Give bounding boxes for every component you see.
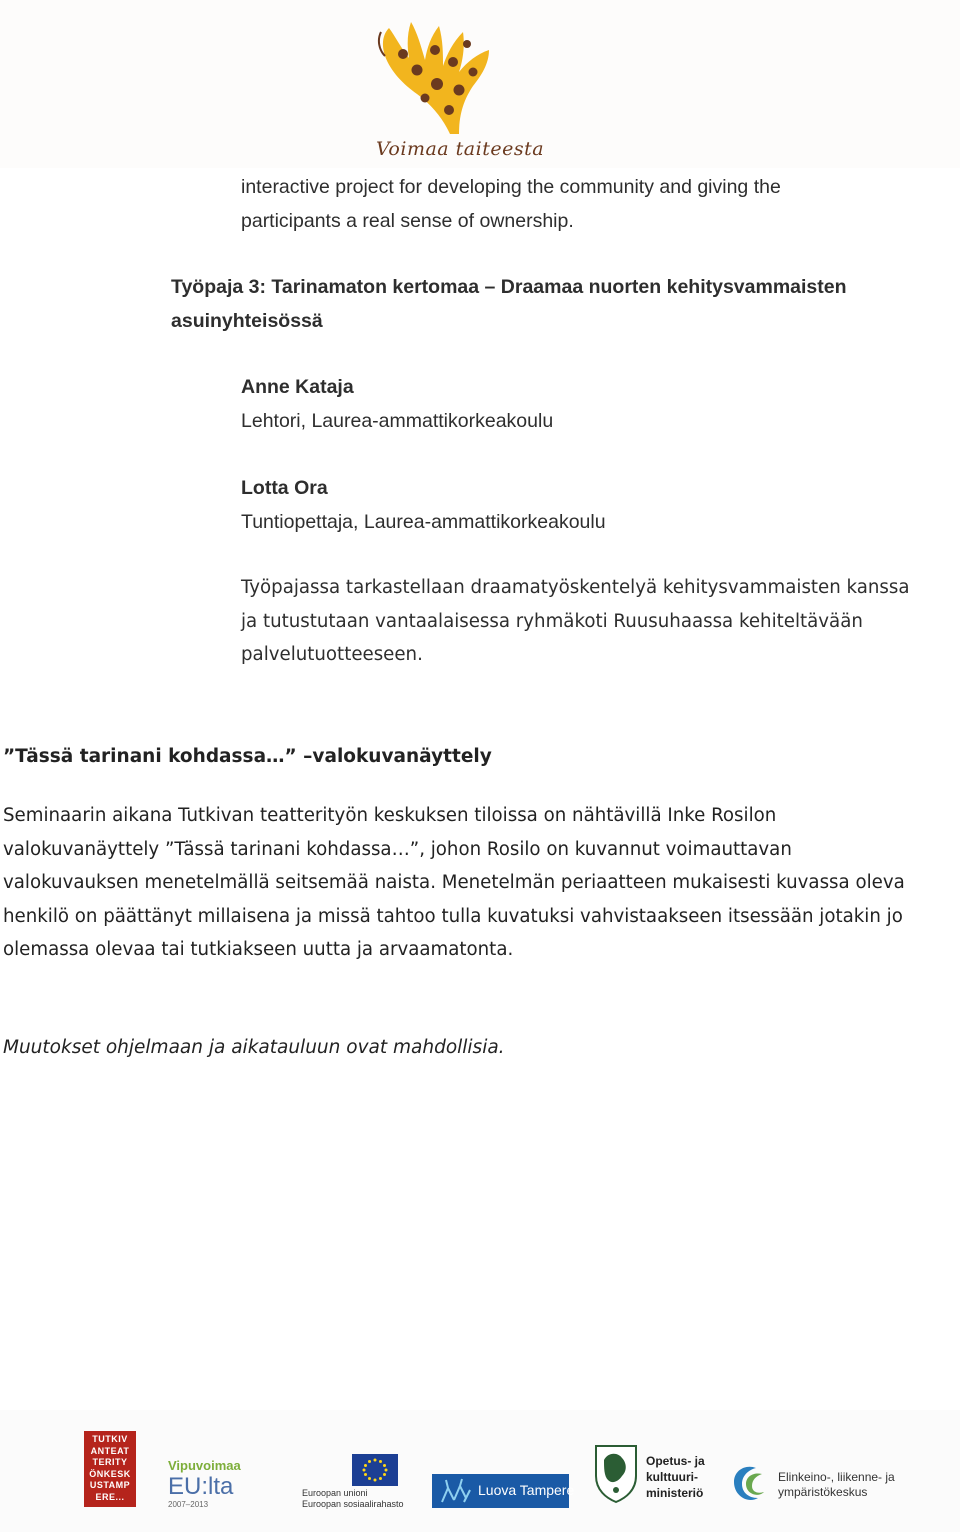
logo-text-line: TUTKIV xyxy=(92,1434,128,1444)
exhibition-title: ”Tässä tarinani kohdassa…” –valokuvanäyttely xyxy=(3,746,492,767)
exhibition-line: olemassa olevaa tai tutkiakseen uutta ja arvaamatonta. xyxy=(3,939,514,960)
workshop-title-line: asuinyhteisössä xyxy=(171,310,323,332)
ely-keskus-logo xyxy=(728,1460,898,1506)
logo-text: Voimaa taiteesta xyxy=(375,138,545,160)
description-line: palvelutuotteeseen. xyxy=(241,644,423,665)
hand-with-dots-logo-icon xyxy=(355,14,565,139)
logo-title: Luova Tampere xyxy=(478,1482,575,1498)
logo-text-line: Opetus- ja xyxy=(646,1454,705,1468)
logo-title: EU:lta xyxy=(168,1473,234,1500)
exhibition-line: valokuvanäyttely ”Tässä tarinani kohdassa…”, johon Rosilo on kuvannut voimauttavan xyxy=(3,838,792,860)
exhibition-description xyxy=(3,799,958,967)
workshop-description xyxy=(241,571,956,672)
intro-line: participants a real sense of ownership. xyxy=(241,210,574,232)
eu-logo xyxy=(300,1454,410,1510)
logo-title: Vipuvoimaa xyxy=(168,1458,241,1473)
presenter xyxy=(241,471,941,539)
presenter-role: Tuntiopettaja, Laurea-ammattikorkeakoulu xyxy=(241,511,606,533)
luova-tampere-logo xyxy=(432,1474,575,1508)
workshop-title-line: Työpaja 3: Tarinamaton kertomaa – Draamaa nuorten kehitysvammaisten xyxy=(171,276,847,298)
lion-crest-icon xyxy=(592,1442,640,1504)
description-line: Työpajassa tarkastellaan draamatyöskentelyä kehitysvammaisten kanssa xyxy=(241,577,910,598)
logo-text-line: TERITY xyxy=(92,1457,128,1467)
logo-text-line: USTAMP xyxy=(89,1480,131,1490)
presenter-name: Lotta Ora xyxy=(241,477,328,499)
intro-line: interactive project for developing the community and giving the xyxy=(241,176,781,198)
exhibition-line: valokuvauksen menetelmällä seitsemää naista. Menetelmän periaatteen mukaisesti kuvassa oleva xyxy=(3,872,905,893)
tutkiva-teatterityo-logo xyxy=(84,1431,136,1507)
figures-icon xyxy=(436,1474,476,1508)
logo-text-line: Euroopan unioni xyxy=(302,1488,368,1498)
voimaa-taiteesta-logo xyxy=(355,14,565,162)
presenter-role: Lehtori, Laurea-ammattikorkeakoulu xyxy=(241,410,554,432)
logo-text-line: ERE... xyxy=(95,1491,125,1502)
logo-text-line: ministeriö xyxy=(646,1486,704,1500)
ely-swirl-icon xyxy=(728,1460,772,1504)
logo-text-line: kulttuuri- xyxy=(646,1470,698,1484)
vipuvoimaa-eulta-logo xyxy=(168,1458,278,1510)
logo-text-line: ympäristökeskus xyxy=(778,1485,868,1499)
okm-logo xyxy=(592,1442,712,1508)
presenter xyxy=(241,370,941,438)
description-line: ja tutustutaan vantaalaisessa ryhmäkoti Ruusuhaassa kehiteltävään xyxy=(241,610,863,632)
presenter-name: Anne Kataja xyxy=(241,376,354,398)
schedule-note: Muutokset ohjelmaan ja aikatauluun ovat mahdollisia. xyxy=(3,1037,505,1058)
exhibition-line: Seminaarin aikana Tutkivan teatterityön keskuksen tiloissa on nähtävillä Inke Rosilon xyxy=(3,805,777,826)
logo-text-line: ANTEAT xyxy=(90,1445,130,1456)
eu-flag-icon xyxy=(352,1454,398,1486)
logo-years: 2007–2013 xyxy=(168,1500,209,1509)
exhibition-line: henkilö on päättänyt millaisena ja missä tahtoo tulla kuvatuksi vahvistaakseen itsessään jotakin jo xyxy=(3,905,903,927)
logo-text-line: Euroopan sosiaalirahasto xyxy=(302,1499,404,1509)
workshop-title xyxy=(171,270,931,338)
intro-paragraph xyxy=(241,170,941,238)
logo-text-line: Elinkeino-, liikenne- ja xyxy=(778,1470,895,1484)
logo-text-line: ÖNKESK xyxy=(89,1468,131,1479)
